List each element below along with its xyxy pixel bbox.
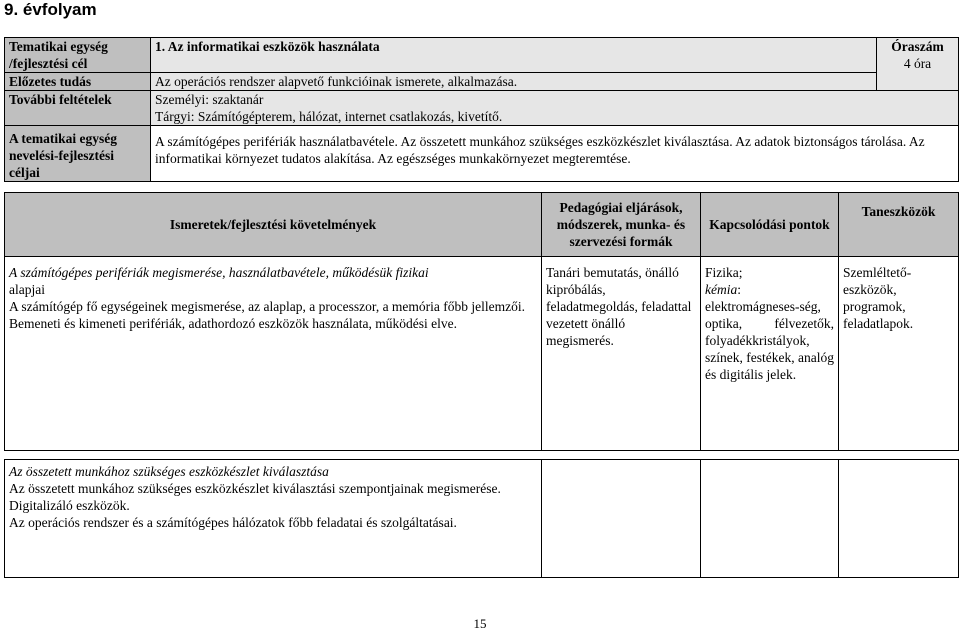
conditions-text: [151, 91, 959, 126]
knowledge2-line-digitizers: Digitalizáló eszközök.: [9, 498, 130, 513]
connections-cell: [701, 257, 839, 451]
label-topic: Tematikai egység /fejlesztési cél: [5, 38, 151, 73]
methods-cell: Tanári bemutatás, önálló kipróbálás, feladatmegoldás, feladattal vezetett önálló megismerés.: [542, 257, 701, 451]
knowledge-line-units: A számítógép fő egységeinek megismerése, az alaplap, a processzor, a memória főbb jellemzői.: [9, 299, 526, 314]
unit-topic: 1. Az informatikai eszközök használata: [151, 38, 877, 73]
conditions-material: Tárgyi: Számítógépterem, hálózat, internet csatlakozás, kivetítő.: [155, 109, 503, 124]
tools-cell: Szemléltető-eszközök, programok, feladatlapok.: [839, 257, 959, 451]
prereq-text: Az operációs rendszer alapvető funkcióinak ismerete, alkalmazása.: [151, 73, 877, 91]
tools-cell-2: [839, 460, 959, 578]
page-number: 15: [473, 616, 487, 631]
column-tools: Taneszközök: [839, 193, 959, 257]
column-knowledge: Ismeretek/fejlesztési követelmények: [5, 193, 542, 257]
knowledge2-heading: Az összetett munkához szükséges eszközkészlet kiválasztása: [9, 464, 329, 479]
label-goals: A tematikai egység nevelési-fejlesztési céljai: [5, 126, 151, 182]
knowledge-cell-2: [5, 460, 542, 578]
hours-label: Óraszám: [891, 39, 944, 54]
connections-physics: Fizika;: [705, 265, 743, 280]
content-table: [4, 192, 959, 578]
knowledge-cell: [5, 257, 542, 451]
knowledge-heading: A számítógépes perifériák megismerése, használatbavétele, működésük fizikai: [9, 265, 429, 280]
knowledge2-line-os: Az operációs rendszer és a számítógépes hálózatok főbb feladatai és szolgáltatásai.: [9, 515, 457, 530]
label-conditions: További feltételek: [5, 91, 151, 126]
conditions-personal: Személyi: szaktanár: [155, 92, 264, 107]
column-connections: Kapcsolódási pontok: [701, 193, 839, 257]
connections-chemistry: kémia:: [705, 282, 741, 297]
knowledge-line-basis: alapjai: [9, 282, 45, 297]
column-methods: Pedagógiai eljárások, módszerek, munka- és szervezési formák: [542, 193, 701, 257]
label-prereq: Előzetes tudás: [5, 73, 151, 91]
methods-cell-2: [542, 460, 701, 578]
hours-cell: [877, 38, 959, 91]
knowledge2-line-criteria: Az összetett munkához szükséges eszközkészlet kiválasztási szempontjainak megismerése.: [9, 481, 501, 496]
connections-cell-2: [701, 460, 839, 578]
knowledge-line-peripherals: Bemeneti és kimeneti perifériák, adathordozó eszközök használata, működési elve.: [9, 316, 457, 331]
page-title: 9. évfolyam: [4, 0, 97, 19]
unit-info-table: [4, 37, 959, 182]
hours-value: 4 óra: [903, 56, 932, 71]
row-separator: [5, 451, 959, 460]
goals-text: A számítógépes perifériák használatbavétele. Az összetett munkához szükséges eszközkészlet kiválasztása. Az adatok biztonságos tárolása. Az informatikai környezet tudatos alakítása. Az egészséges munkakörnyezet megteremtése.: [151, 126, 959, 182]
connections-topics: elektromágneses-ség, optika, félvezetők, folyadékkristályok, színek, festékek, analóg és digitális jelek.: [705, 299, 834, 382]
